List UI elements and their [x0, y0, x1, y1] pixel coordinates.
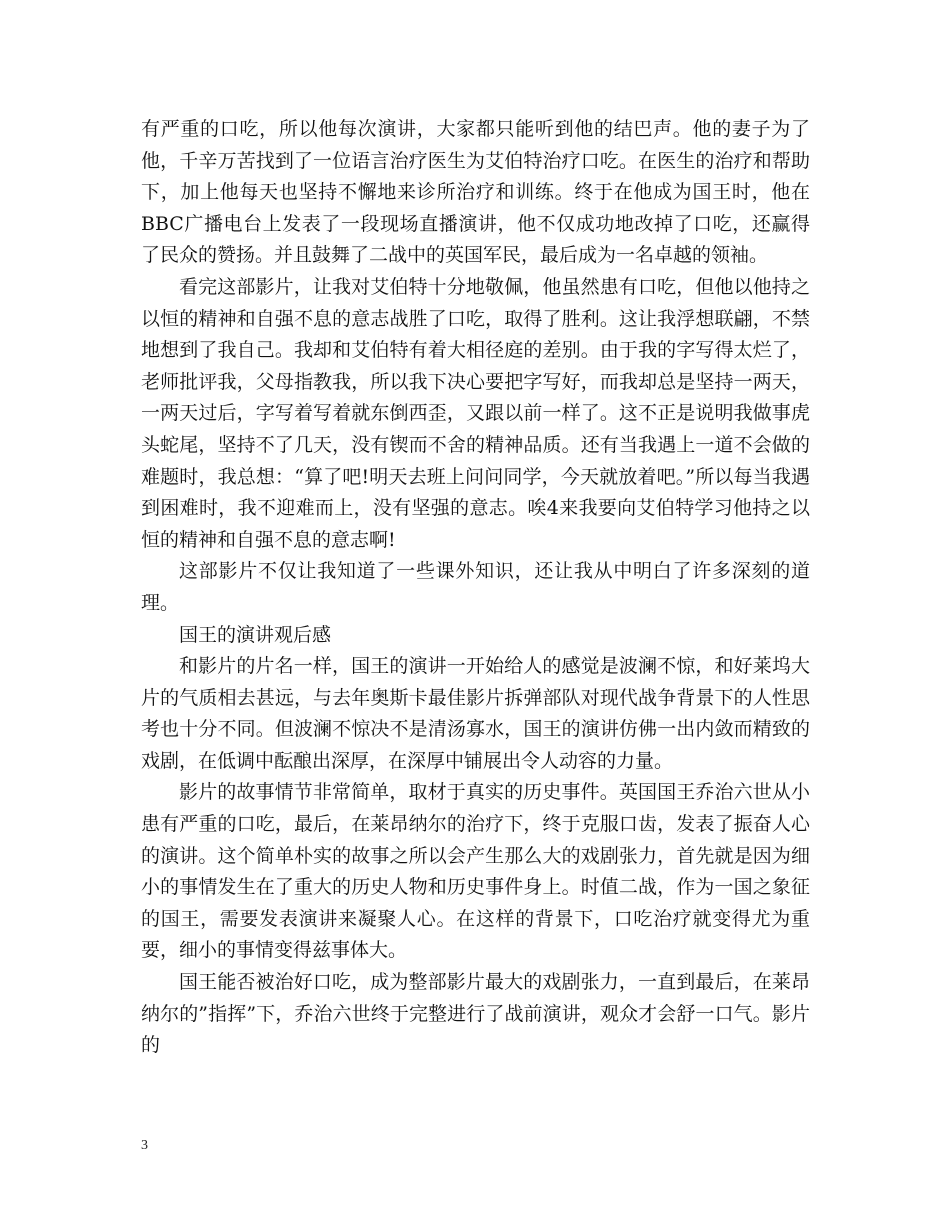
body-text: [141, 114, 810, 1062]
paragraph-6: 国王能否被治好口吃，成为整部影片最大的戏剧张力，一直到最后，在莱昂纳尔的”指挥”下，乔治六世终于完整进行了战前演讲，观众才会舒一口气。影片的: [141, 971, 810, 1057]
paragraph-3: 这部影片不仅让我知道了一些课外知识，还让我从中明白了许多深刻的道理。: [141, 560, 810, 614]
paragraph-4: 和影片的片名一样，国王的演讲一开始给人的感觉是波澜不惊，和好莱坞大片的气质相去甚远，与去年奥斯卡最佳影片拆弹部队对现代战争背景下的人性思考也十分不同。但波澜不惊决不是清汤寡水，国王的演讲仿佛一出内敛而精致的戏剧，在低调中酝酿出深厚，在深厚中铺展出令人动容的力量。: [141, 655, 810, 772]
paragraph-1: 有严重的口吃，所以他每次演讲，大家都只能听到他的结巴声。他的妻子为了他，千辛万苦找到了一位语言治疗医生为艾伯特治疗口吃。在医生的治疗和帮助下，加上他每天也坚持不懈地来诊所治疗和训练。终于在他成为国王时，他在BBC广播电台上发表了一段现场直播演讲，他不仅成功地改掉了口吃，还赢得了民众的赞扬。并且鼓舞了二战中的英国军民，最后成为一名卓越的领袖。: [141, 118, 810, 267]
paragraph-5: 影片的故事情节非常简单，取材于真实的历史事件。英国国王乔治六世从小患有严重的口吃，最后，在莱昂纳尔的治疗下，终于克服口齿，发表了振奋人心的演讲。这个简单朴实的故事之所以会产生那么大的戏剧张力，首先就是因为细小的事情发生在了重大的历史人物和历史事件身上。时值二战，作为一国之象征的国王，需要发表演讲来凝聚人心。在这样的背景下，口吃治疗就变得尤为重要，细小的事情变得兹事体大。: [141, 781, 810, 962]
page-number: 3: [141, 1138, 148, 1153]
section-heading: 国王的演讲观后感: [179, 623, 332, 646]
paragraph-2: 看完这部影片，让我对艾伯特十分地敬佩，他虽然患有口吃，但他以他持之以恒的精神和自强不息的意志战胜了口吃，取得了胜利。这让我浮想联翩，不禁地想到了我自己。我却和艾伯特有着大相径庭的差别。由于我的字写得太烂了，老师批评我，父母指教我，所以我下决心要把字写好，而我却总是坚持一两天，一两天过后，字写着写着就东倒西歪，又跟以前一样了。这不正是说明我做事虎头蛇尾，坚持不了几天，没有锲而不舍的精神品质。还有当我遇上一道不会做的难题时，我总想：“算了吧!明天去班上问问同学，今天就放着吧。”所以每当我遇到困难时，我不迎难而上，没有坚强的意志。唉4来我要向艾伯特学习他持之以恒的精神和自强不息的意志啊!: [141, 275, 810, 551]
